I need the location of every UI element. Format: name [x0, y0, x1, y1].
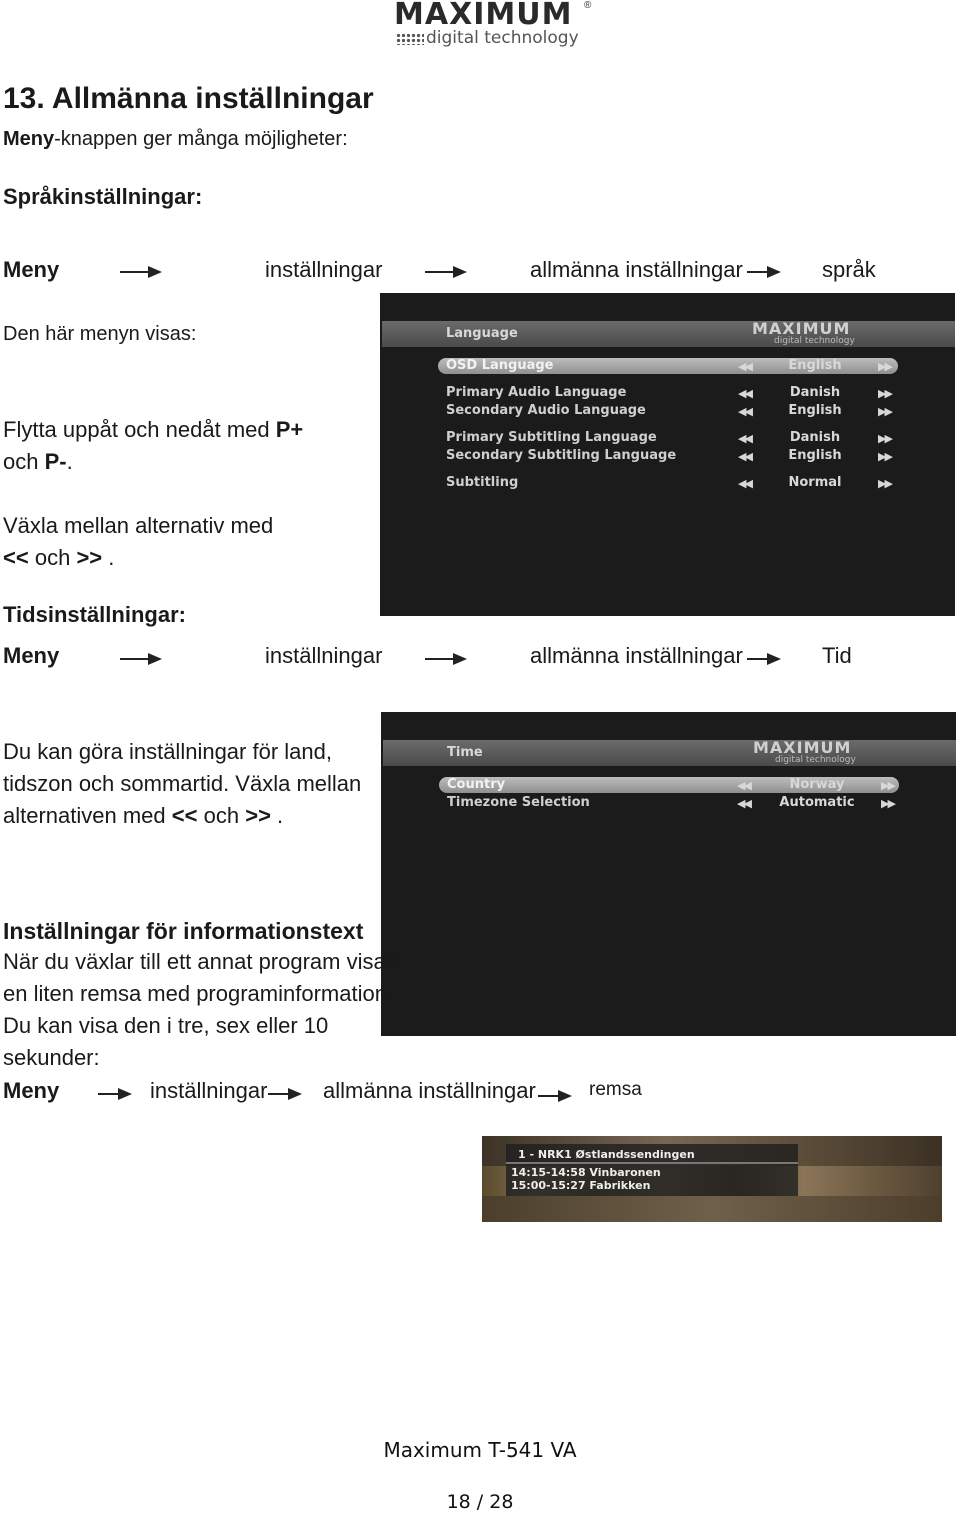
path-step-2: inställningar: [150, 1078, 268, 1103]
move-end: .: [66, 449, 73, 474]
och-text: och: [203, 803, 240, 828]
path-step-3: allmänna inställningar: [323, 1078, 536, 1103]
och-text: och: [34, 545, 71, 570]
path-step-2: inställningar: [265, 643, 383, 668]
footer-model: Maximum T-541 VA: [383, 1438, 577, 1462]
logo-sub-text: digital technology: [426, 28, 579, 48]
osd-title: Language: [446, 326, 518, 341]
osd-row-value: English: [788, 403, 842, 418]
page-number: 18 / 28: [446, 1491, 514, 1513]
path-step-1: Meny: [3, 1078, 60, 1103]
path-step-1: Meny: [3, 257, 60, 282]
time-menu-screenshot: [381, 712, 956, 1036]
next-icon: ▶▶: [878, 405, 891, 418]
osd-logo: MAXIMUM: [753, 738, 852, 757]
path-step-4: Tid: [822, 643, 852, 668]
next-icon: ▶▶: [878, 477, 891, 490]
prev-icon: ◀◀: [737, 797, 750, 810]
time-desc-3: [3, 800, 283, 832]
prev-icon: ◀◀: [738, 387, 751, 400]
osd-row-value: Automatic: [779, 795, 855, 810]
osd-row-value: English: [788, 358, 842, 373]
background-ground: [482, 1196, 942, 1222]
lang-move-line-1: [3, 414, 303, 446]
logo-registered-mark: ®: [584, 0, 592, 11]
arrow-icon: [425, 652, 467, 666]
osd-row-label[interactable]: Secondary Subtitling Language: [446, 448, 677, 463]
lang-switch-line-2: [3, 542, 114, 574]
arrow-icon: [747, 265, 781, 279]
osd-row-label[interactable]: Primary Subtitling Language: [446, 430, 657, 445]
info-line-1: När du växlar till ett annat program visas: [3, 949, 397, 974]
prev-icon: ◀◀: [738, 477, 751, 490]
next-icon: ▶▶: [878, 387, 891, 400]
prev-icon: ◀◀: [738, 432, 751, 445]
osd-logo: MAXIMUM: [752, 319, 851, 338]
prev-icon: ◀◀: [738, 360, 751, 373]
desc-text: alternativen med: [3, 803, 166, 828]
osd-logo-sub: digital technology: [775, 755, 856, 765]
right-key: >>: [76, 545, 103, 570]
page-title: 13. Allmänna inställningar: [3, 82, 374, 115]
osd-row-label[interactable]: Secondary Audio Language: [446, 403, 646, 418]
osd-row-label[interactable]: Timezone Selection: [447, 795, 590, 810]
infobar-screenshot: [482, 1136, 942, 1222]
left-key: <<: [171, 803, 198, 828]
path-step-3: allmänna inställningar: [530, 643, 743, 668]
brand-logo: [388, 0, 598, 52]
lang-switch-line-1: Växla mellan alternativ med: [3, 513, 274, 538]
lang-shown-text: Den här menyn visas:: [3, 323, 197, 345]
arrow-icon: [425, 265, 467, 279]
next-program: 15:00-15:27 Fabrikken: [511, 1179, 651, 1192]
next-icon: ▶▶: [881, 779, 894, 792]
intro-bold: Meny: [3, 128, 55, 150]
info-line-4: sekunder:: [3, 1045, 100, 1070]
next-icon: ▶▶: [878, 360, 891, 373]
osd-row-value: Danish: [789, 430, 841, 445]
osd-row-value: Danish: [789, 385, 841, 400]
dot-text: .: [277, 803, 284, 828]
intro-rest: -knappen ger många möjligheter:: [54, 128, 348, 150]
channel-name: 1 - NRK1 Østlandssendingen: [518, 1148, 695, 1161]
move-text: Flytta uppåt och nedåt med: [3, 417, 276, 442]
arrow-icon: [120, 652, 162, 666]
osd-logo-sub: digital technology: [774, 336, 855, 346]
arrow-icon: [98, 1087, 132, 1101]
arrow-icon: [747, 652, 781, 666]
path-step-2: inställningar: [265, 257, 383, 282]
logo-main-text: MAXIMUM: [394, 0, 573, 32]
osd-row-label[interactable]: Country: [447, 777, 506, 792]
path-step-4: språk: [822, 257, 876, 282]
next-icon: ▶▶: [878, 432, 891, 445]
lang-move-line-2: [3, 446, 73, 478]
osd-row-label[interactable]: OSD Language: [446, 358, 554, 373]
prev-icon: ◀◀: [737, 779, 750, 792]
arrow-icon: [120, 265, 162, 279]
prev-icon: ◀◀: [738, 405, 751, 418]
dot-text: .: [108, 545, 115, 570]
lang-heading: Språkinställningar:: [3, 184, 203, 209]
path-step-1: Meny: [3, 643, 60, 668]
left-key: <<: [3, 545, 29, 570]
next-icon: ▶▶: [878, 450, 891, 463]
next-icon: ▶▶: [881, 797, 894, 810]
time-heading: Tidsinställningar:: [3, 602, 186, 627]
arrow-icon: [538, 1089, 572, 1103]
move-text-2: och: [3, 449, 45, 474]
intro-text: [3, 128, 348, 151]
osd-row-label[interactable]: Primary Audio Language: [446, 385, 627, 400]
info-line-3: Du kan visa den i tre, sex eller 10: [3, 1013, 329, 1038]
p-plus-key: P+: [275, 417, 304, 442]
info-heading: Inställningar för informationstext: [3, 918, 364, 944]
path-step-4: remsa: [589, 1079, 642, 1100]
osd-title: Time: [447, 745, 483, 760]
time-desc-1: Du kan göra inställningar för land,: [3, 739, 332, 764]
arrow-icon: [268, 1087, 302, 1101]
language-menu-screenshot: [380, 293, 955, 616]
osd-row-label[interactable]: Subtitling: [446, 475, 519, 490]
osd-row-value: Norway: [789, 777, 845, 792]
info-line-2: en liten remsa med programinformation.: [3, 981, 394, 1006]
path-step-3: allmänna inställningar: [530, 257, 743, 282]
time-desc-2: tidszon och sommartid. Växla mellan: [3, 771, 362, 796]
prev-icon: ◀◀: [738, 450, 751, 463]
logo-dots-icon: [396, 33, 424, 45]
osd-row-value: English: [788, 448, 842, 463]
current-program: 14:15-14:58 Vinbaronen: [511, 1166, 661, 1179]
infobar-divider: [506, 1162, 798, 1164]
p-minus-key: P-: [44, 449, 67, 474]
osd-row-value: Normal: [788, 475, 842, 490]
right-key: >>: [245, 803, 271, 828]
